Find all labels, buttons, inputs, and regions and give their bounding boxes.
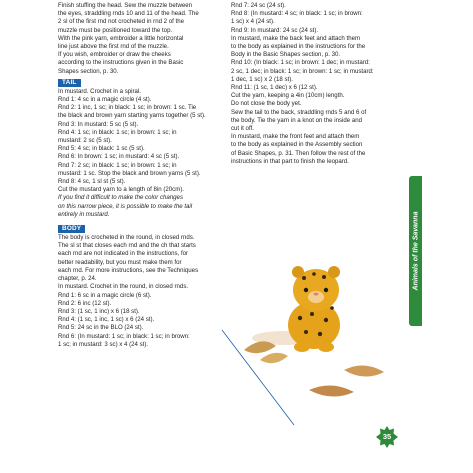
text-line: muzzle must be positioned toward the top. — [58, 26, 173, 34]
text-line: cut it off. — [231, 125, 254, 133]
text-line: The sl st that closes each rnd and the ch that starts — [58, 242, 196, 250]
text-line: 2 sl of the first rnd not crocheted in rnd 2 of the — [58, 18, 185, 26]
text-line: Rnd 7: 2 sc; in black: 1 sc; in brown: 1 sc; in — [58, 161, 177, 169]
text-line: Rnd 8: (In mustard: 4 sc; in black: 1 sc; in brown: — [231, 10, 363, 18]
text-line: Cut the mustard yarn to a length of 8in (20cm). — [58, 186, 184, 194]
text-line: the eyes, straddling rnds 10 and 11 of the head. The — [58, 10, 199, 18]
text-line: to the body as explained in the instructions for the — [231, 43, 366, 51]
spot — [310, 312, 314, 316]
text-line: Body in the Basic Shapes section, p. 30. — [231, 51, 341, 59]
text-line: 1 sc) x 4 (24 st). — [231, 18, 275, 26]
tail-note — [58, 194, 220, 219]
text-line: Rnd 3: In mustard: 5 sc (5 st). — [58, 120, 139, 128]
text-line: Rnd 10: (In black: 1 sc; in brown: 1 dec; in mustard: — [231, 59, 370, 67]
text-line: Rnd 4: 1 sc; in black: 1 sc; in brown: 1 sc; in — [58, 128, 177, 136]
text-line: If you find it difficult to make the color changes — [58, 194, 183, 202]
tail-heading: TAIL — [58, 79, 81, 87]
text-line: mustard: 1 sc. Stop the black and brown yarns (5 st). — [58, 169, 201, 177]
text-line: Rnd 5: 4 sc; in black: 1 sc (5 st). — [58, 145, 145, 153]
spot — [302, 276, 306, 280]
tail-section — [58, 76, 220, 219]
text-line: 1 sc; in mustard: 3 sc) x 4 (24 st). — [58, 340, 149, 348]
text-line: to the body as explained in the Assembly section — [231, 141, 363, 149]
leaf-3 — [309, 385, 354, 396]
text-line: Rnd 8: 4 sc, 1 sl st (5 st). — [58, 178, 126, 186]
text-line: line just above the first rnd of the muzzle. — [58, 43, 169, 51]
text-line: according to the instructions given in the Basic — [58, 59, 184, 67]
text-line: Sew the tail to the back, straddling rnds 5 and 6 of — [231, 108, 367, 116]
text-line: In mustard, make the front feet and attach them — [231, 133, 360, 141]
leopard-eye-left — [304, 288, 308, 292]
text-line: Rnd 9: In mustard: 24 sc (24 st). — [231, 26, 319, 34]
text-line: on this narrow piece, it is possible to make the tail — [58, 202, 193, 210]
left-column — [58, 2, 220, 349]
spot — [312, 272, 316, 276]
chapter-tab-label: Animals of the Savanna — [412, 211, 419, 291]
leopard-eye-right — [324, 288, 328, 292]
text-line: each rnd. For more instructions, see the Techniques — [58, 266, 199, 274]
text-line: Rnd 11: (1 sc, 1 dec) x 6 (12 st). — [231, 84, 318, 92]
text-line: Rnd 5: 24 sc in the BLO (24 st). — [58, 324, 144, 332]
body-heading: BODY — [58, 225, 85, 233]
text-line: Shapes section, p. 30. — [58, 67, 119, 75]
spot — [330, 306, 334, 310]
text-line: Rnd 6: In brown: 1 sc; in mustard: 4 sc (5 st). — [58, 153, 180, 161]
spot — [298, 316, 302, 320]
body-section — [58, 222, 220, 349]
leaf-1 — [244, 341, 276, 353]
tail-instructions — [58, 88, 220, 195]
page-number-badge — [376, 426, 398, 448]
page-number: 35 — [382, 432, 392, 441]
text-line: If you wish, embroider or draw the cheeks — [58, 51, 171, 59]
text-line: Rnd 7: 24 sc (24 st). — [231, 2, 286, 9]
text-line: The body is crocheted in the round, in closed rnds. — [58, 234, 195, 242]
leopard-foot-right — [318, 342, 334, 352]
text-line: the body. Tie the yarn in a knot on the inside and — [231, 116, 362, 124]
spot — [324, 318, 328, 322]
body-instructions — [58, 234, 220, 349]
text-line: the black and brown yarn starting yarns together (5 st). — [58, 112, 206, 120]
text-line: Rnd 4: (1 sc, 1 inc, 1 sc) x 6 (24 st). — [58, 316, 155, 324]
leaf-2 — [260, 353, 288, 363]
spot — [322, 275, 326, 279]
text-line: Rnd 1: 6 sc in a magic circle (6 st). — [58, 291, 152, 299]
leopard-ear-left — [292, 266, 304, 278]
leopard-ear-right — [328, 266, 340, 278]
text-line: chapter, p. 24. — [58, 275, 97, 283]
text-line: 2 sc, 1 dec; in black: 1 sc; in brown: 1 sc; in mustard: — [231, 67, 374, 75]
text-line: In mustard, make the back feet and attach them — [231, 34, 361, 42]
text-line: Rnd 1: 4 sc in a magic circle (4 st). — [58, 96, 152, 104]
leopard-foot-left — [294, 342, 310, 352]
leaf-4 — [344, 365, 384, 376]
text-line: Rnd 6: (In mustard: 1 sc; in black: 1 sc; in brown: — [58, 332, 190, 340]
intro-paragraph — [58, 2, 220, 76]
text-line: instructions in that part to finish the leopard. — [231, 157, 349, 165]
text-line: better readability, but you must make them for — [58, 258, 182, 266]
spot — [304, 330, 308, 334]
text-line: Rnd 3: (1 sc, 1 inc) x 6 (18 st). — [58, 307, 140, 315]
text-line: 1 dec, 1 sc) x 2 (18 st). — [231, 75, 293, 83]
leopard-photo — [214, 230, 404, 430]
text-line: Finish stuffing the head. Sew the muzzle between — [58, 2, 193, 9]
text-line: With the pink yarn, embroider a little horizontal — [58, 34, 184, 42]
right-column — [231, 2, 391, 166]
spot — [318, 332, 322, 336]
text-line: each rnd are not indicated in the instructions, for — [58, 250, 189, 258]
leopard-nose — [314, 293, 319, 296]
text-line: Rnd 2: 6 inc (12 st). — [58, 299, 112, 307]
text-line: Do not close the body yet. — [231, 100, 302, 108]
text-line: In mustard. Crochet in a spiral. — [58, 87, 141, 95]
text-line: Rnd 2: 1 inc, 1 sc; in black: 1 sc; in brown: 1 sc. Tie — [58, 104, 197, 112]
text-line: entirely in mustard. — [58, 210, 110, 218]
chapter-tab — [409, 176, 422, 326]
text-line: of Basic Shapes, p. 31. Then follow the rest of the — [231, 149, 366, 157]
text-line: mustard: 2 sc (5 st). — [58, 137, 112, 145]
text-line: Cut the yarn, keeping a 4in (10cm) length. — [231, 92, 345, 100]
text-line: In mustard. Crochet in the round, in closed rnds. — [58, 283, 189, 291]
